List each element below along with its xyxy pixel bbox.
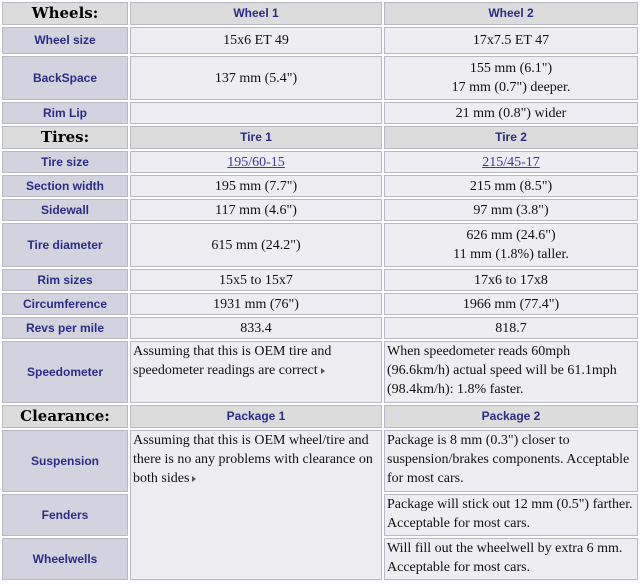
- tire2-diameter-value: [384, 223, 638, 267]
- row-label-rim-lip: Rim Lip: [2, 102, 128, 124]
- tire1-speedometer-text: Assuming that this is OEM tire and speedometer readings are correct: [133, 344, 332, 378]
- tire2-diameter-mm: 626 mm (24.6"): [466, 228, 556, 243]
- package1-note: [130, 430, 382, 580]
- table-row: [2, 27, 638, 54]
- row-label-circumference: Circumference: [2, 293, 128, 315]
- tire2-rim-sizes-value: 17x6 to 17x8: [384, 269, 638, 291]
- wheels-section-title: Wheels:: [2, 2, 128, 25]
- wheels-header-row: [2, 2, 638, 25]
- table-row: [2, 317, 638, 339]
- play-arrow-icon[interactable]: [192, 476, 196, 482]
- tires-header-row: [2, 126, 638, 149]
- tire2-circumference-value: 1966 mm (77.4"): [384, 293, 638, 315]
- tire2-speedometer-note: When speedometer reads 60mph (96.6km/h) actual speed will be 61.1mph (98.4km/h): 1.8% faster.: [384, 341, 638, 403]
- wheel1-size-value: 15x6 ET 49: [130, 27, 382, 54]
- wheel2-size-value: 17x7.5 ET 47: [384, 27, 638, 54]
- table-row: [2, 269, 638, 291]
- tire2-section-width-value: 215 mm (8.5"): [384, 175, 638, 197]
- table-row: [2, 151, 638, 173]
- tires-section-title: Tires:: [2, 126, 128, 149]
- row-label-tire-diameter: Tire diameter: [2, 223, 128, 267]
- clearance-section-title: Clearance:: [2, 405, 128, 428]
- wheel2-column-header: Wheel 2: [384, 2, 638, 25]
- wheel2-rim-lip-value: 21 mm (0.8") wider: [384, 102, 638, 124]
- tire2-revs-value: 818.7: [384, 317, 638, 339]
- row-label-sidewall: Sidewall: [2, 199, 128, 221]
- table-row: [2, 199, 638, 221]
- tire1-sidewall-value: 117 mm (4.6"): [130, 199, 382, 221]
- wheel1-backspace-value: 137 mm (5.4"): [130, 56, 382, 100]
- table-row: [2, 341, 638, 403]
- wheel2-backspace-mm: 155 mm (6.1"): [469, 61, 553, 76]
- table-row: [2, 102, 638, 124]
- tire1-revs-value: 833.4: [130, 317, 382, 339]
- table-row: [2, 293, 638, 315]
- wheel2-backspace-value: [384, 56, 638, 100]
- tire1-size-cell: [130, 151, 382, 173]
- table-row: [2, 223, 638, 267]
- package2-column-header: Package 2: [384, 405, 638, 428]
- table-row: [2, 56, 638, 100]
- tire1-size-link[interactable]: 195/60-15: [227, 154, 285, 170]
- tire2-size-link[interactable]: 215/45-17: [482, 154, 540, 170]
- row-label-fenders: Fenders: [2, 494, 128, 536]
- tire2-sidewall-value: 97 mm (3.8"): [384, 199, 638, 221]
- package1-column-header: Package 1: [130, 405, 382, 428]
- row-label-suspension: Suspension: [2, 430, 128, 492]
- package2-fenders-note: Package will stick out 12 mm (0.5") farther. Acceptable for most cars.: [384, 494, 638, 536]
- package2-wheelwells-note: Will fill out the wheelwell by extra 6 mm. Acceptable for most cars.: [384, 538, 638, 580]
- row-label-rim-sizes: Rim sizes: [2, 269, 128, 291]
- wheel2-backspace-diff: 17 mm (0.7") deeper.: [451, 80, 571, 95]
- tire1-rim-sizes-value: 15x5 to 15x7: [130, 269, 382, 291]
- clearance-header-row: [2, 405, 638, 428]
- row-label-revs-per-mile: Revs per mile: [2, 317, 128, 339]
- tire1-diameter-value: 615 mm (24.2"): [130, 223, 382, 267]
- row-label-section-width: Section width: [2, 175, 128, 197]
- play-arrow-icon[interactable]: [321, 368, 325, 374]
- tire1-column-header: Tire 1: [130, 126, 382, 149]
- wheel1-rim-lip-value: [130, 102, 382, 124]
- row-label-speedometer: Speedometer: [2, 341, 128, 403]
- row-label-tire-size: Tire size: [2, 151, 128, 173]
- wheel1-column-header: Wheel 1: [130, 2, 382, 25]
- tire1-speedometer-note: [130, 341, 382, 403]
- tire2-diameter-diff: 11 mm (1.8%) taller.: [453, 247, 569, 262]
- package1-text: Assuming that this is OEM wheel/tire and there is no any problems with clearance on both sides: [133, 433, 373, 486]
- tire2-size-cell: [384, 151, 638, 173]
- table-row: [2, 430, 638, 492]
- table-row: [2, 175, 638, 197]
- row-label-wheel-size: Wheel size: [2, 27, 128, 54]
- tire2-column-header: Tire 2: [384, 126, 638, 149]
- tire1-circumference-value: 1931 mm (76"): [130, 293, 382, 315]
- row-label-backspace: BackSpace: [2, 56, 128, 100]
- row-label-wheelwells: Wheelwells: [2, 538, 128, 580]
- package2-suspension-note: Package is 8 mm (0.3") closer to suspension/brakes components. Acceptable for most cars.: [384, 430, 638, 492]
- tire1-section-width-value: 195 mm (7.7"): [130, 175, 382, 197]
